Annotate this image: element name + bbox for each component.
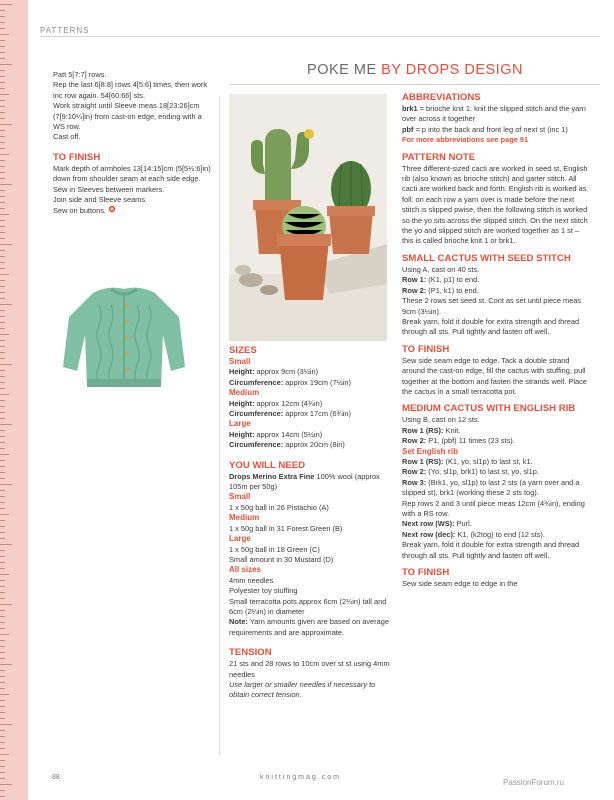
- tension-note: Use larger or smaller needles if necessary to obtain correct tension.: [229, 679, 376, 700]
- ruler-tick: [0, 436, 5, 437]
- ruler-tick: [0, 292, 5, 293]
- ruler-tick: [0, 52, 5, 53]
- ruler-tick: [0, 430, 5, 431]
- left-text: Rep the last 6[8:8] rows 4[5:6] times, then work inc row again. 54[60:66] sts.: [53, 80, 208, 100]
- ruler-tick: [0, 226, 5, 227]
- label: Height:: [229, 367, 255, 377]
- ruler-strip: [0, 0, 28, 800]
- tension-heading: TENSION: [229, 647, 272, 659]
- ruler-tick: [0, 550, 5, 551]
- pattern-title: [230, 62, 600, 78]
- ruler-tick: [0, 118, 5, 119]
- ruler-tick: [0, 670, 5, 671]
- ruler-tick: [0, 508, 5, 509]
- row-text: K1, (k2tog) to end (12 sts).: [457, 529, 545, 539]
- ruler-tick: [0, 454, 9, 455]
- ruler-tick: [0, 124, 12, 125]
- ruler-tick: [0, 352, 5, 353]
- instruction: Using A, cast on 40 sts.: [402, 264, 480, 274]
- ruler-tick: [0, 412, 5, 413]
- ruler-tick: [0, 676, 5, 677]
- end-mark-icon: [108, 205, 116, 213]
- ruler-tick: [0, 166, 5, 167]
- ruler-tick: [0, 346, 5, 347]
- to-finish-heading: TO FINISH: [53, 151, 101, 163]
- left-text: Mark depth of armholes 13[14:15]cm (5[5½:6]in) down from shoulder seam at each side edge.: [53, 163, 211, 184]
- ruler-tick: [0, 322, 5, 323]
- ruler-tick: [0, 400, 5, 401]
- ruler-tick: [0, 220, 5, 221]
- abbr-line: [402, 125, 592, 135]
- label: Circumference:: [229, 409, 284, 419]
- ruler-tick: [0, 238, 5, 239]
- ruler-tick: [0, 760, 5, 761]
- need-line: Polyester toy stuffing: [229, 586, 298, 596]
- ruler-tick: [0, 208, 5, 209]
- value: approx 20cm (8in): [285, 440, 345, 450]
- row-label: Row 1 (RS):: [402, 456, 444, 466]
- ruler-tick: [0, 76, 5, 77]
- note-text: Yarn amounts given are based on average requirements and are approximate.: [229, 617, 389, 637]
- ruler-tick: [0, 472, 5, 473]
- left-text: [53, 205, 211, 216]
- more-abbreviations-ref: For more abbreviations see page 91: [402, 135, 529, 145]
- ruler-tick: [0, 256, 5, 257]
- ruler-tick: [0, 148, 5, 149]
- ruler-tick: [0, 622, 5, 623]
- need-line: Small amount in 30 Mustard (D): [229, 554, 334, 564]
- row-line: [402, 467, 592, 477]
- ruler-tick: [0, 790, 5, 791]
- ruler-tick: [0, 640, 5, 641]
- row-line: [402, 530, 592, 540]
- ruler-tick: [0, 736, 5, 737]
- ruler-tick: [0, 100, 5, 101]
- ruler-tick: [0, 136, 5, 137]
- value: approx 14cm (5½in): [256, 429, 323, 439]
- ruler-tick: [0, 712, 5, 713]
- size-small-label: Small: [229, 357, 251, 366]
- value: approx 9cm (3½in): [256, 367, 319, 377]
- ruler-tick: [0, 190, 5, 191]
- ruler-tick: [0, 4, 12, 5]
- need-small-label: Small: [229, 492, 251, 502]
- ruler-tick: [0, 274, 9, 275]
- site-url: knittingmag.com: [260, 774, 341, 781]
- label: Height:: [229, 429, 255, 439]
- row-text: Purl.: [456, 519, 472, 529]
- ruler-tick: [0, 130, 5, 131]
- yarn-line: [229, 472, 391, 493]
- ruler-tick: [0, 232, 5, 233]
- sweater-image: [53, 275, 195, 400]
- all-sizes-label: All sizes: [229, 565, 262, 575]
- title-divider: [230, 84, 600, 85]
- ruler-tick: [0, 82, 5, 83]
- ruler-tick: [0, 160, 5, 161]
- size-line: [229, 367, 391, 377]
- pattern-note-text: Three different-sized cacti are worked in seed st, English rib (also known as brioche stitch) and garter stitch. All cacti are worked back and forth. English rib is worked as foll: on each row a yarn over is made before the next stitch is slipped pwise, then the following stitch is worked so the yo sits across the slipped stitch. On the next stitch the yo and slipped stitch are worked together as 1 st – this is called brioche knit 1 or brk1.: [402, 163, 588, 246]
- size-line: [229, 440, 391, 450]
- ruler-tick: [0, 250, 5, 251]
- need-line: Small terracotta pots approx 6cm (2¼in) tall and 6cm (2¼in) in diameter: [229, 596, 387, 616]
- ruler-tick: [0, 610, 5, 611]
- ruler-tick: [0, 598, 5, 599]
- need-medium-label: Medium: [229, 513, 260, 523]
- ruler-tick: [0, 484, 12, 485]
- column-divider: [219, 96, 220, 756]
- row-label: Row 2:: [402, 436, 427, 446]
- ruler-tick: [0, 616, 5, 617]
- ruler-tick: [0, 448, 5, 449]
- ruler-tick: [0, 202, 5, 203]
- ruler-tick: [0, 538, 5, 539]
- ruler-tick: [0, 88, 5, 89]
- ruler-tick: [0, 196, 5, 197]
- small-cactus-heading: SMALL CACTUS WITH SEED STITCH: [402, 252, 571, 264]
- label: Circumference:: [229, 440, 284, 450]
- ruler-tick: [0, 496, 5, 497]
- row-line: [402, 286, 592, 296]
- label: Circumference:: [229, 377, 284, 387]
- ruler-tick: [0, 526, 5, 527]
- medium-cactus-heading: MEDIUM CACTUS WITH ENGLISH RIB: [402, 403, 576, 415]
- ruler-tick: [0, 706, 5, 707]
- ruler-tick: [0, 394, 9, 395]
- ruler-tick: [0, 766, 5, 767]
- pattern-note-heading: PATTERN NOTE: [402, 151, 476, 163]
- to-finish-heading: TO FINISH: [402, 567, 450, 579]
- ruler-tick: [0, 574, 9, 575]
- ruler-tick: [0, 724, 12, 725]
- ruler-tick: [0, 106, 5, 107]
- ruler-tick: [0, 586, 5, 587]
- ruler-tick: [0, 460, 5, 461]
- ruler-tick: [0, 58, 5, 59]
- ruler-tick: [0, 28, 5, 29]
- left-column: [53, 70, 211, 217]
- instruction: Break yarn, fold it double for extra strength and thread through all sts. Pull tightly and fasten off well.: [402, 316, 580, 337]
- ruler-tick: [0, 604, 12, 605]
- row-label: Next row (WS):: [402, 519, 455, 529]
- ruler-tick: [0, 94, 9, 95]
- ruler-tick: [0, 178, 5, 179]
- page-number: 88: [52, 774, 60, 781]
- row-line: [402, 457, 592, 467]
- need-large-label: Large: [229, 534, 251, 544]
- ruler-tick: [0, 268, 5, 269]
- cardigan-illustration: [53, 275, 195, 400]
- yarn-desc: 100% wool (approx 105m per 50g): [229, 471, 380, 492]
- instruction: Rep rows 2 and 3 until piece meas 12cm (4¾in), ending with a RS row.: [402, 498, 585, 518]
- ruler-tick: [0, 694, 9, 695]
- ruler-tick: [0, 64, 12, 65]
- ruler-tick: [0, 532, 5, 533]
- size-line: [229, 409, 391, 419]
- row-label: Row 2:: [402, 285, 427, 295]
- row-text: (K1, yo, sl1p) to last st, k1.: [445, 456, 533, 466]
- ruler-tick: [0, 700, 5, 701]
- note-label: Note:: [229, 617, 248, 627]
- left-text: Sew in Sleeves between markers.: [53, 184, 165, 194]
- instruction: Using B, cast on 12 sts.: [402, 415, 480, 425]
- ruler-tick: [0, 358, 5, 359]
- ruler-tick: [0, 568, 5, 569]
- sizes-heading: SIZES: [229, 345, 257, 356]
- ruler-tick: [0, 70, 5, 71]
- ruler-tick: [0, 592, 5, 593]
- title-byline: BY DROPS DESIGN: [381, 62, 523, 78]
- ruler-tick: [0, 478, 5, 479]
- watermark: PassionForum.ru: [503, 778, 564, 787]
- ruler-tick: [0, 730, 5, 731]
- ruler-tick: [0, 778, 5, 779]
- ruler-tick: [0, 424, 12, 425]
- ruler-tick: [0, 556, 5, 557]
- title-main: POKE ME: [307, 62, 377, 78]
- row-text: Knit.: [445, 425, 461, 435]
- ruler-tick: [0, 16, 5, 17]
- ruler-tick: [0, 796, 5, 797]
- ruler-tick: [0, 634, 9, 635]
- abbreviations-heading: ABBREVIATIONS: [402, 92, 481, 103]
- abbr-def: = p into the back and front leg of next st (inc 1): [415, 124, 568, 134]
- left-text: Patt 5[7:7] rows.: [53, 70, 107, 79]
- ruler-tick: [0, 754, 9, 755]
- value: approx 19cm (7½in): [285, 377, 352, 387]
- row-text: (K1, p1) to end.: [428, 275, 480, 285]
- row-line: [402, 275, 592, 285]
- ruler-tick: [0, 112, 5, 113]
- left-text: Work straight until Sleeve meas 18[23:26]cm (7[9:10¼]in) from cast-on edge, ending with a WS row.: [53, 101, 202, 132]
- ruler-tick: [0, 280, 5, 281]
- note-line: [229, 617, 391, 638]
- row-label: Row 2:: [402, 467, 427, 477]
- row-line: [402, 426, 592, 436]
- ruler-tick: [0, 376, 5, 377]
- ruler-tick: [0, 388, 5, 389]
- ruler-tick: [0, 22, 5, 23]
- ruler-tick: [0, 142, 5, 143]
- set-english-rib-label: Set English rib: [402, 446, 459, 456]
- size-large-label: Large: [229, 419, 251, 429]
- right-column: [402, 92, 592, 589]
- ruler-tick: [0, 244, 12, 245]
- ruler-tick: [0, 10, 5, 11]
- ruler-tick: [0, 406, 5, 407]
- ruler-tick: [0, 286, 5, 287]
- ruler-tick: [0, 304, 12, 305]
- ruler-tick: [0, 334, 9, 335]
- ruler-tick: [0, 520, 5, 521]
- row-text: P1, (pbf) 11 times (23 sts).: [428, 436, 515, 446]
- ruler-tick: [0, 748, 5, 749]
- abbr-term: brk1: [402, 104, 418, 113]
- ruler-tick: [0, 442, 5, 443]
- label: Height:: [229, 398, 255, 408]
- row-text: (Yo, sl1p, brk1) to last st, yo, sl1p.: [428, 467, 539, 477]
- left-text: Cast off.: [53, 132, 81, 142]
- size-medium-label: Medium: [229, 388, 260, 398]
- left-text: Join side and Sleeve seams.: [53, 195, 148, 205]
- ruler-tick: [0, 364, 12, 365]
- ruler-tick: [0, 562, 5, 563]
- row-line: [402, 519, 592, 529]
- row-text: (Brk1, yo, sl1p) to last 2 sts (a yarn over and a slipped st), brk1 (working these 2 sts tog).: [402, 477, 580, 498]
- ruler-tick: [0, 370, 5, 371]
- value: approx 12cm (4¾in): [256, 398, 323, 408]
- you-will-need-heading: YOU WILL NEED: [229, 459, 306, 471]
- row-label: Row 1 (RS):: [402, 425, 444, 435]
- ruler-tick: [0, 418, 5, 419]
- left-text-end: Sew on buttons.: [53, 206, 107, 216]
- ruler-tick: [0, 382, 5, 383]
- ruler-tick: [0, 316, 5, 317]
- row-label: Next row (dec):: [402, 529, 456, 539]
- ruler-tick: [0, 46, 5, 47]
- cacti-illustration: [229, 94, 387, 341]
- ruler-tick: [0, 328, 5, 329]
- need-line: 1 x 50g ball in 26 Pistachio (A): [229, 502, 329, 512]
- need-line: 1 x 50g ball in 31 Forest Green (B): [229, 523, 343, 533]
- ruler-tick: [0, 742, 5, 743]
- ruler-tick: [0, 688, 5, 689]
- ruler-tick: [0, 262, 5, 263]
- ruler-tick: [0, 340, 5, 341]
- ruler-tick: [0, 310, 5, 311]
- ruler-tick: [0, 664, 12, 665]
- yarn-name: Drops Merino Extra Fine: [229, 471, 315, 481]
- ruler-tick: [0, 34, 9, 35]
- ruler-tick: [0, 466, 5, 467]
- ruler-tick: [0, 628, 5, 629]
- tension-line: 21 sts and 28 rows to 10cm over st st using 4mm needles: [229, 659, 390, 679]
- size-line: [229, 378, 391, 388]
- row-line: [402, 478, 592, 499]
- ruler-tick: [0, 544, 12, 545]
- to-finish-heading: TO FINISH: [402, 343, 450, 355]
- size-line: [229, 399, 391, 409]
- instruction: Break yarn, fold it double for extra strength and thread through all sts. Pull tightly and fasten off well.: [402, 540, 580, 560]
- size-line: [229, 430, 391, 440]
- row-label: Row 3:: [402, 477, 427, 487]
- ruler-tick: [0, 298, 5, 299]
- instruction: These 2 rows set seed st. Cont as set until piece meas 9cm (3½in).: [402, 296, 582, 316]
- need-line: 4mm needles: [229, 575, 274, 585]
- middle-column: [229, 345, 391, 701]
- instruction: Sew side seam edge to edge in the: [402, 579, 518, 589]
- ruler-tick: [0, 154, 9, 155]
- header-divider: [40, 36, 600, 37]
- ruler-tick: [0, 502, 5, 503]
- ruler-tick: [0, 652, 5, 653]
- section-header: PATTERNS: [40, 26, 90, 35]
- ruler-tick: [0, 172, 5, 173]
- abbr-term: pbf: [402, 124, 414, 134]
- value: approx 17cm (6¾in): [285, 409, 352, 419]
- cacti-image: [229, 94, 387, 341]
- ruler-tick: [0, 784, 12, 785]
- abbr-def: = brioche knit 1: knit the slipped stitch and the yarn over across it together: [402, 104, 586, 124]
- ruler-tick: [0, 658, 5, 659]
- ruler-tick: [0, 184, 12, 185]
- ruler-tick: [0, 490, 5, 491]
- ruler-tick: [0, 214, 9, 215]
- ruler-tick: [0, 514, 9, 515]
- row-text: (P1, k1) to end.: [428, 285, 479, 295]
- need-line: 1 x 50g ball in 18 Green (C): [229, 544, 320, 554]
- ruler-tick: [0, 580, 5, 581]
- ruler-tick: [0, 682, 5, 683]
- abbr-line: [402, 104, 592, 125]
- row-label: Row 1:: [402, 275, 427, 285]
- ruler-tick: [0, 772, 5, 773]
- row-line: [402, 436, 592, 446]
- ruler-tick: [0, 646, 5, 647]
- instruction: Sew side seam edge to edge. Tack a double strand around the cast-on edge, fill the cactus with stuffing, pull together at the bottom and fasten the strands well. Place the cactus in a small terracotta pot.: [402, 355, 587, 396]
- ruler-tick: [0, 718, 5, 719]
- ruler-tick: [0, 40, 5, 41]
